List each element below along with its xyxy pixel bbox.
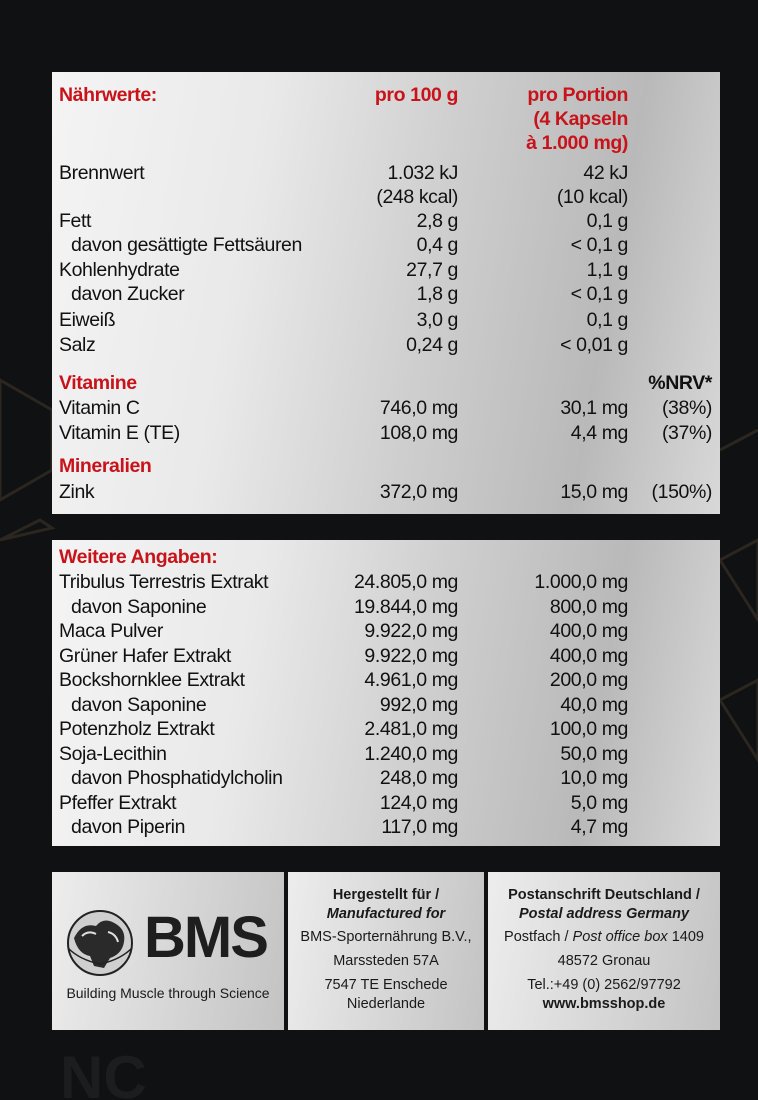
col-per-portion-heading-3: à 1.000 mg): [526, 132, 628, 154]
postal-address-box: [488, 872, 720, 1030]
value-per-100g: 0,4 g: [416, 234, 458, 256]
value-per-100g: 24.805,0 mg: [353, 571, 458, 593]
nutrition-header-row-3: [52, 130, 720, 156]
website-link[interactable]: www.bmsshop.de: [542, 996, 666, 1012]
nutrition-heading: Nährwerte:: [59, 84, 157, 106]
ingredient-label: davon Phosphatidylcholin: [71, 767, 283, 789]
minerals-header-row: [52, 453, 720, 479]
value-per-100g: 4.961,0 mg: [364, 669, 458, 691]
value-per-portion: 5,0 mg: [570, 792, 628, 814]
nutrient-label: davon Zucker: [71, 283, 185, 305]
ingredient-label: davon Saponine: [71, 596, 207, 618]
value-per-portion: 1,1 g: [586, 259, 628, 281]
nutrition-header-row-2: [52, 106, 720, 132]
ingredient-row: [52, 569, 720, 595]
col-per-portion-heading: pro Portion: [527, 84, 628, 106]
ingredient-label: Potenzholz Extrakt: [59, 718, 215, 740]
postal-title: Postanschrift Deutschland /: [508, 887, 700, 903]
ingredient-row: [52, 814, 720, 840]
value-per-portion: 30,1 mg: [560, 397, 628, 419]
nutrient-label: Kohlenhydrate: [59, 259, 180, 281]
value-per-100g: 3,0 g: [416, 309, 458, 331]
value-per-portion: < 0,01 g: [560, 334, 628, 356]
nutrition-row: [52, 184, 720, 210]
ingredient-label: Maca Pulver: [59, 620, 163, 642]
value-per-portion: 40,0 mg: [560, 694, 628, 716]
ingredient-row: [52, 716, 720, 742]
nutrition-row: [52, 232, 720, 258]
nutrition-row: [52, 160, 720, 186]
value-per-100g: 372,0 mg: [379, 481, 458, 503]
manufacturer-box: [288, 872, 484, 1030]
value-per-portion: < 0,1 g: [570, 283, 628, 305]
postal-box-de: Postfach /: [504, 929, 569, 945]
col-per-portion-heading-2: (4 Kapseln: [533, 108, 628, 130]
ingredient-row: [52, 643, 720, 669]
ingredient-label: davon Saponine: [71, 694, 207, 716]
postal-box-en: Post office box: [572, 929, 668, 945]
col-per-100g-heading: pro 100 g: [374, 84, 458, 106]
value-per-100g: 0,24 g: [406, 334, 458, 356]
vitamins-heading: Vitamine: [59, 372, 137, 394]
value-per-100g: 9.922,0 mg: [364, 645, 458, 667]
nutrition-row: [52, 332, 720, 358]
value-per-100g: 124,0 mg: [379, 792, 458, 814]
further-header-row: [52, 544, 720, 570]
value-per-100g: 248,0 mg: [379, 767, 458, 789]
ingredient-row: [52, 790, 720, 816]
manufacturer-line: BMS-Sporternährung B.V.,: [300, 929, 472, 945]
nutrient-label: Fett: [59, 210, 91, 232]
manufacturer-title: Hergestellt für /: [332, 887, 440, 903]
nutrition-header-row: [52, 82, 720, 108]
manufacturer-line: Marssteden 57A: [333, 953, 439, 969]
value-per-100g: 1.032 kJ: [387, 162, 458, 184]
value-per-portion: (10 kcal): [556, 186, 628, 208]
value-per-portion: 400,0 mg: [549, 645, 628, 667]
value-per-100g: 19.844,0 mg: [353, 596, 458, 618]
ingredient-label: Grüner Hafer Extrakt: [59, 645, 231, 667]
value-per-portion: 100,0 mg: [549, 718, 628, 740]
ingredient-label: davon Piperin: [71, 816, 186, 838]
value-per-100g: 2,8 g: [416, 210, 458, 232]
manufacturer-title-en: Manufactured for: [326, 906, 446, 922]
nrv-value: (37%): [661, 422, 712, 444]
nrv-heading: %NRV*: [648, 372, 712, 394]
ingredient-label: Tribulus Terrestris Extrakt: [59, 571, 269, 593]
value-per-portion: 0,1 g: [586, 210, 628, 232]
nutrition-row: [52, 307, 720, 333]
value-per-100g: 27,7 g: [406, 259, 458, 281]
mineral-label: Zink: [59, 481, 95, 503]
vitamins-header-row: [52, 370, 720, 396]
value-per-100g: 9.922,0 mg: [364, 620, 458, 642]
postal-line: 48572 Gronau: [557, 953, 651, 969]
nutrient-label: Salz: [59, 334, 96, 356]
manufacturer-line: Niederlande: [346, 996, 426, 1012]
value-per-portion: < 0,1 g: [570, 234, 628, 256]
further-info-panel: [52, 540, 720, 846]
nrv-value: (150%): [651, 481, 712, 503]
minerals-heading: Mineralien: [59, 455, 152, 477]
value-per-100g: 1.240,0 mg: [364, 743, 458, 765]
value-per-portion: 15,0 mg: [560, 481, 628, 503]
ingredient-label: Soja-Lecithin: [59, 743, 167, 765]
value-per-portion: 50,0 mg: [560, 743, 628, 765]
postal-phone: Tel.:+49 (0) 2562/97792: [527, 977, 681, 993]
value-per-100g: 992,0 mg: [379, 694, 458, 716]
value-per-portion: 42 kJ: [583, 162, 628, 184]
nrv-value: (38%): [661, 397, 712, 419]
ingredient-row: [52, 692, 720, 718]
postal-title-en: Postal address Germany: [518, 906, 690, 922]
bodybuilder-globe-logo-icon: [60, 908, 144, 978]
value-per-portion: 1.000,0 mg: [534, 571, 628, 593]
mineral-row: [52, 479, 720, 505]
ingredient-row: [52, 667, 720, 693]
brand-tagline: Building Muscle through Science: [66, 985, 270, 1001]
postal-box-line: [488, 928, 720, 947]
vitamin-row: [52, 420, 720, 446]
nutrition-row: [52, 281, 720, 307]
nutrition-row: [52, 208, 720, 234]
postal-box-number: 1409: [671, 929, 704, 945]
value-per-portion: 4,7 mg: [570, 816, 628, 838]
ingredient-label: Pfeffer Extrakt: [59, 792, 177, 814]
footer: [52, 872, 720, 1030]
vitamin-row: [52, 395, 720, 421]
value-per-100g: 108,0 mg: [379, 422, 458, 444]
further-heading: Weitere Angaben:: [59, 546, 218, 568]
brand-logo-box: [52, 872, 284, 1030]
brand-wordmark: BMS: [144, 905, 267, 970]
value-per-100g: 746,0 mg: [379, 397, 458, 419]
ingredient-row: [52, 594, 720, 620]
value-per-portion: 4,4 mg: [570, 422, 628, 444]
ingredient-label: Bockshornklee Extrakt: [59, 669, 245, 691]
value-per-portion: 0,1 g: [586, 309, 628, 331]
value-per-portion: 10,0 mg: [560, 767, 628, 789]
nutrition-row: [52, 257, 720, 283]
nutrient-label: Brennwert: [59, 162, 145, 184]
ingredient-row: [52, 741, 720, 767]
ingredient-row: [52, 618, 720, 644]
value-per-100g: 1,8 g: [416, 283, 458, 305]
ingredient-row: [52, 765, 720, 791]
manufacturer-line: 7547 TE Enschede: [324, 977, 448, 993]
value-per-portion: 400,0 mg: [549, 620, 628, 642]
value-per-100g: (248 kcal): [376, 186, 458, 208]
vitamin-label: Vitamin E (TE): [59, 422, 180, 444]
vitamin-label: Vitamin C: [59, 397, 140, 419]
svg-text:NC: NC: [60, 1044, 147, 1100]
nutrition-facts-panel: [52, 72, 720, 514]
value-per-100g: 2.481,0 mg: [364, 718, 458, 740]
value-per-portion: 200,0 mg: [549, 669, 628, 691]
nutrient-label: Eiweiß: [59, 309, 116, 331]
nutrient-label: davon gesättigte Fettsäuren: [71, 234, 302, 256]
value-per-100g: 117,0 mg: [381, 816, 458, 838]
value-per-portion: 800,0 mg: [549, 596, 628, 618]
